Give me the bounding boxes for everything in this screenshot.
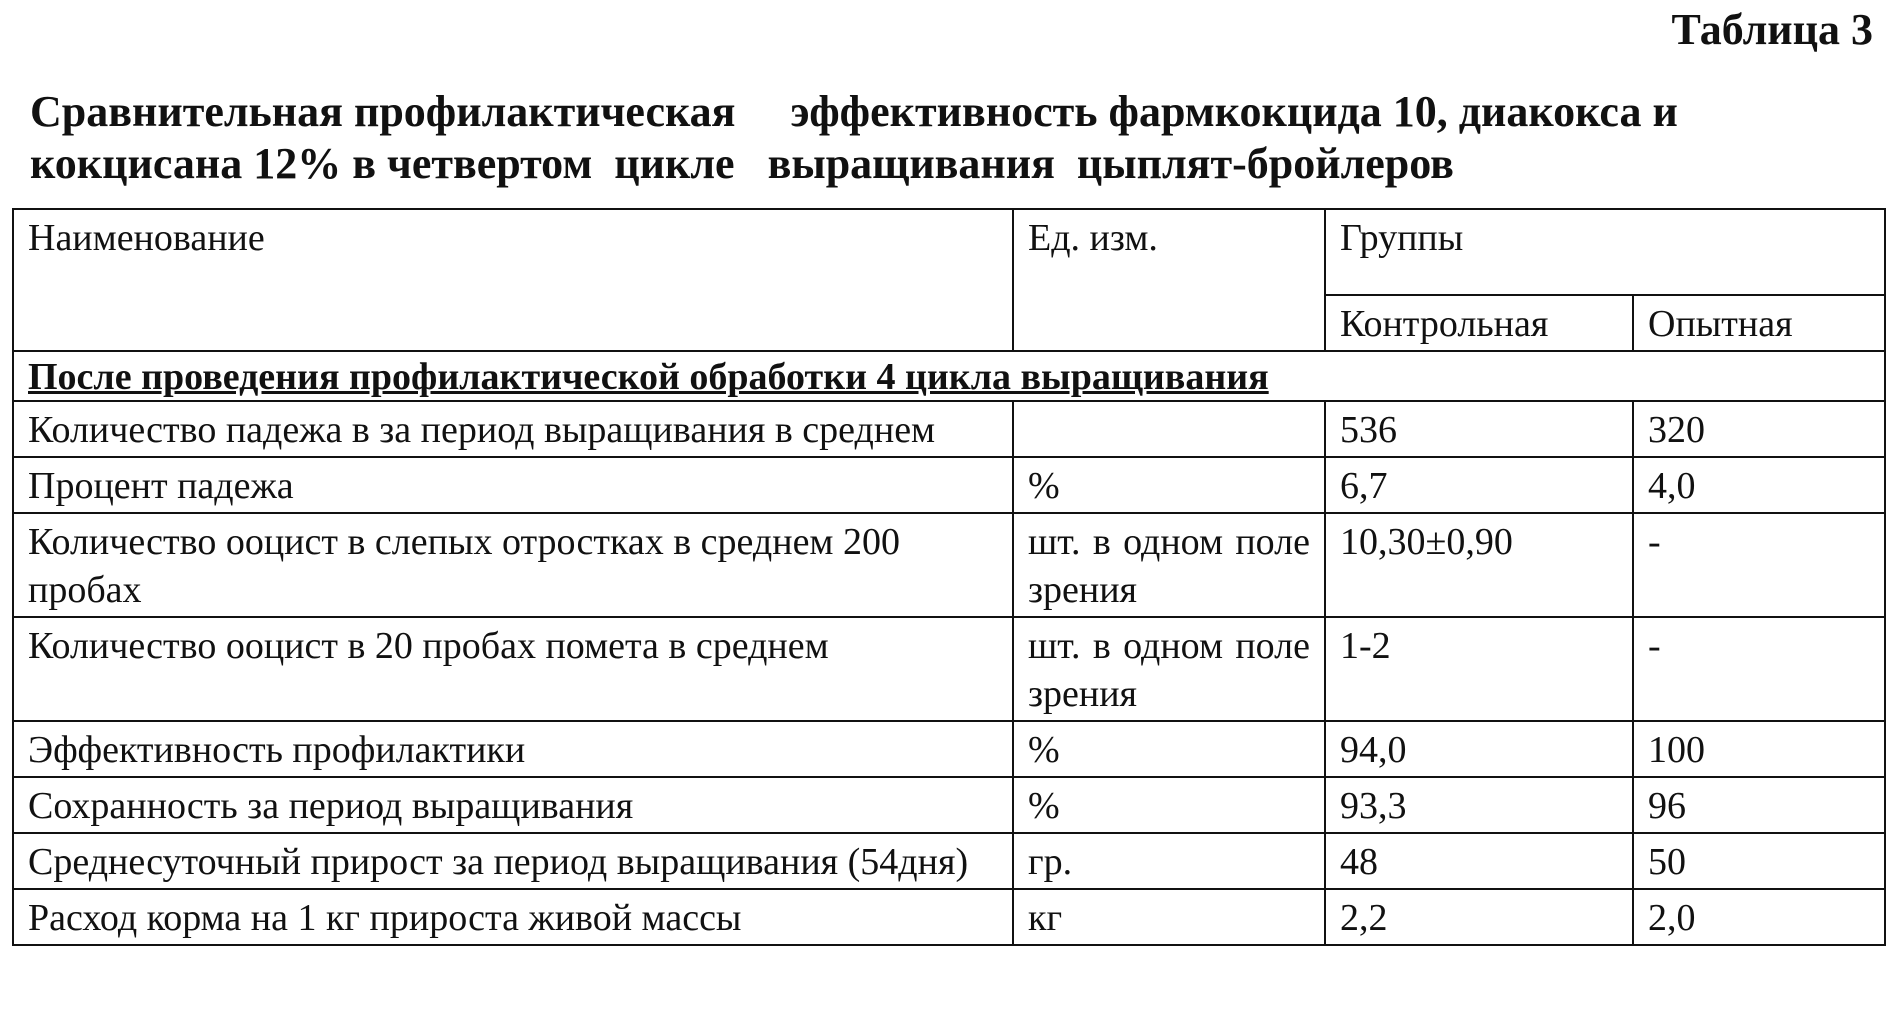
table-row	[13, 401, 1885, 457]
row-unit-cell: кг	[1013, 889, 1325, 945]
row-name-cell: Расход корма на 1 кг прироста живой массы	[13, 889, 1013, 945]
table-number-label: Таблица 3	[1671, 5, 1873, 54]
row-name-cell: Количество падежа в за период выращивания в среднем	[13, 401, 1013, 457]
row-experimental-cell: 100	[1633, 721, 1885, 777]
row-experimental-cell: -	[1633, 513, 1885, 617]
row-unit-cell: шт. в одном поле зрения	[1013, 513, 1325, 617]
row-unit-cell: гр.	[1013, 833, 1325, 889]
row-unit-cell: шт. в одном поле зрения	[1013, 617, 1325, 721]
row-name-cell: Количество ооцист в слепых отростках в среднем 200 пробах	[13, 513, 1013, 617]
header-groups: Группы	[1325, 209, 1885, 295]
table-row	[13, 513, 1885, 617]
section-title: После проведения профилактической обработки 4 цикла выращивания	[13, 351, 1885, 401]
table-title-line: Сравнительная профилактическая эффективность фармкокцида 10, диакокса и	[30, 87, 1678, 136]
table-body	[13, 401, 1885, 945]
row-name-cell: Количество ооцист в 20 пробах помета в среднем	[13, 617, 1013, 721]
table-row	[13, 777, 1885, 833]
row-control-cell: 93,3	[1325, 777, 1633, 833]
header-row	[13, 209, 1885, 295]
row-name-cell: Эффективность профилактики	[13, 721, 1013, 777]
row-unit-cell	[1013, 401, 1325, 457]
row-unit-cell: %	[1013, 777, 1325, 833]
row-experimental-cell: 96	[1633, 777, 1885, 833]
row-control-cell: 6,7	[1325, 457, 1633, 513]
row-control-cell: 2,2	[1325, 889, 1633, 945]
row-control-cell: 10,30±0,90	[1325, 513, 1633, 617]
row-name-cell: Среднесуточный прирост за период выращивания (54дня)	[13, 833, 1013, 889]
row-control-cell: 48	[1325, 833, 1633, 889]
table-row	[13, 617, 1885, 721]
row-name-cell: Сохранность за период выращивания	[13, 777, 1013, 833]
row-unit-cell: %	[1013, 457, 1325, 513]
row-experimental-cell: -	[1633, 617, 1885, 721]
header-unit: Ед. изм.	[1013, 209, 1325, 351]
header-experimental: Опытная	[1633, 295, 1885, 351]
table-row	[13, 833, 1885, 889]
row-experimental-cell: 4,0	[1633, 457, 1885, 513]
row-control-cell: 536	[1325, 401, 1633, 457]
row-experimental-cell: 2,0	[1633, 889, 1885, 945]
header-name: Наименование	[13, 209, 1013, 351]
row-experimental-cell: 50	[1633, 833, 1885, 889]
table-row	[13, 457, 1885, 513]
data-table	[12, 208, 1886, 946]
table-row	[13, 721, 1885, 777]
section-row	[13, 351, 1885, 401]
row-name-cell: Процент падежа	[13, 457, 1013, 513]
table-title	[30, 86, 1874, 190]
row-experimental-cell: 320	[1633, 401, 1885, 457]
header-control: Контрольная	[1325, 295, 1633, 351]
row-control-cell: 94,0	[1325, 721, 1633, 777]
table-title-line: кокцисана 12% в четвертом цикле выращивания цыплят-бройлеров	[30, 139, 1454, 188]
row-unit-cell: %	[1013, 721, 1325, 777]
table-row	[13, 889, 1885, 945]
row-control-cell: 1-2	[1325, 617, 1633, 721]
